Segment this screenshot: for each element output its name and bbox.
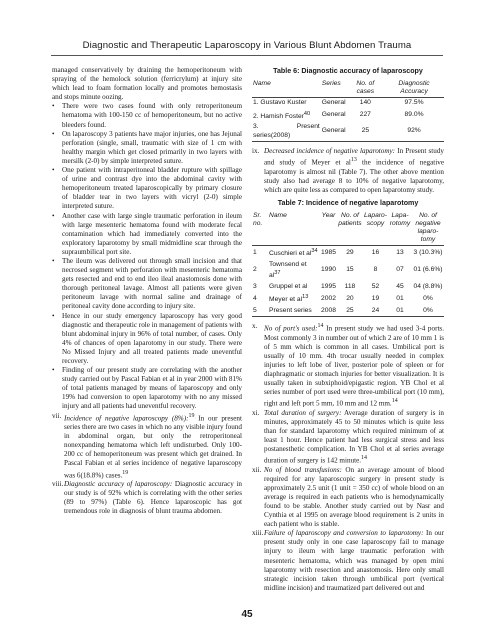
table-row: 2. Hamish Foster$^{40}$ General 227 89.0% (253, 110, 424, 120)
table6: Name Series No. of cases Diagnostic Accuracy 1. Gustavo Kuster General 140 97.5% 2. Hamish Foster$^{40}$ General 227 89.0% 3. Present series(2008) General 25 92% (252, 79, 444, 142)
list-item: • Hence in our study emergency laparoscopy has very good diagnostic and therapeutic role in management of patients with blunt abdominal injury in 96% of total number, of cases. Only 4% of chances of open laparotomy in our study. There were No Missed Injury and all treated patients made uneventful recovery. (52, 311, 242, 365)
section-vii: vii. Incidence of negative laparoscopy (8%):$^{19}$ In our present series there are two cases in which no any visible injury found in abdominal organ, but only the retroperitoneal nonexpanding hematoma which left undisturbed. Only 100-200 cc of hemoperitoneum was present which get drained. In Pascal Fabian et al series incidence of negative laparoscopy was 6(18.8%) cases.$^{19}$ (52, 411, 242, 479)
page-number: 45 (241, 609, 253, 620)
section-x: x. No of port's used:$^{14}$ In present study we had used 3-4 ports. Most commonly 3 in number out of which 2 are of 10 mm 1 is of 5 mm which is common in all cases. Umbilical port is usually of 10 mm. 4th trocar usually needed in complex injuries to left lobe of liver, posterior pole of spleen or for diaphragmatic or stomach injuries for better visualization. It is usually taken in subxiphoid/epigastic region. YB Chol et al series number of port used were three-umbilical port (10 mm), right and left port 5 mm, 10 mm and 12 mm.$^{14}$ (252, 322, 444, 408)
table-row: 1. Gustavo Kuster General 140 97.5% (253, 99, 424, 107)
table7-body (252, 245, 444, 316)
list-item: • On laparoscopy 3 patients have major injuries, one has Jejunal perforation (single, small, traumatic with size of 1 cm with healthy margin which get closed primarily in two layers with mersilk (2-0) by simple interpreted suture. (52, 129, 242, 165)
section-ix: ix. Decreased incidence of negative laparotomy: In Present study and study of Meyer et $al^{13}$ the incidence of negative laparotomy is almost nil (Table 7). The other above mention study also had average 8 to 10% of negative laparotomy, which are quite less as compared to open laparotomy study. (252, 146, 444, 194)
list-item: • Another case with large single traumatic perforation in ileum with large mesenteric hematoma found with moderate fecal contamination which had immediately converted into the exploratory laparotomy by small midmidline scar through the supraumbilical port site. (52, 211, 242, 256)
list-item: • Finding of our present study are correlating with the another study carried out by Pascal Fabian et al in year 2000 with 81% of total patients managed by means of laparoscopy and only 19% had conversion to open laparotomy with no any missed injury and all patients had uneventful recovery. (52, 366, 242, 411)
section-viii: viii. Diagnostic accuracy of laparoscopy: Diagnostic accuracy in our study is of 92% which is correlating with the other series (89 to 97%) (Table 6). Hence laparoscopic has got tremendous role in diagnosis of blunt trauma abdomen. (52, 479, 242, 516)
list-item: • There were two cases found with only retroperitoneum hematoma with 100-150 cc of hemoperitoneum, but no active bleeders found. (52, 102, 242, 129)
table-row: 3 Gruppel et al 1995 118 52 45 04 (8.8%) (253, 282, 443, 290)
table7: Sr. no. Name Year No. of patients Laparo-scopy Lapa-rotomy No. of negative laparo-tomy 1 Cuschieri et $al^{34}$ 1985 29 16 13 3 (10.3%) 2 Townsend et $al^{37}$ 1990 15 8 07 01 (6.6%) 3 Gruppel et al 1995 118 52 45 04 (8.8%) 4 Meyer et $al^{13}$ 2002 20 19 01 0% 5 Present series 2008 25 24 01 0% (252, 211, 444, 317)
table-row: 2 Townsend et $al^{37}$ 1990 15 8 07 01 (6.6%) (253, 260, 443, 280)
table-row: 3. Present series(2008) General 25 92% (252, 122, 444, 141)
bullet-icon: • (52, 129, 55, 138)
left-column (52, 66, 242, 516)
section-xiii: xiii. Failure of laparoscopy and conversion to laparotomy: In our present study only in one case laparoscopy fail to manage injury to ileum with large traumatic perforation with mesenteric hematoma, which was managed by open mini laparotomy with resection and anastomosis. Here only small strategic incision taken through umbilical port (vertical midline incision) and traumatized part delivered out and (252, 529, 444, 592)
table7-caption: Table 7: Incidence of negative laparotomy (277, 198, 419, 207)
intro-paragraph: managed conservatively by draining the hemoperitoneum with spraying of the hemolock solution (ferricrylum) at injury site which lead to foam formation locally and promotes hemostasis and stops minute oozing. (52, 66, 242, 102)
section-xii: xii. No of blood transfusions: On an average amount of blood required for any laparoscopic surgery in present study is approximately 2.5 unit (1 unit = 350 cc) of whole blood on an average is required in each patients who is hemodynamically found to be stable. Another study carried out by Nasr and Cynthia et al 1995 on average blood requirement is 2 units in each patient who is stable. (252, 465, 444, 529)
list-item: • One patient with intraperitoneal bladder rupture with spillage of urine and contrast dye into the abdominal cavity with hemoperitoneum treated laparoscopically by primary closure of bladder tear in two layers with vicryl (2-0) simple interpreted suture. (52, 166, 242, 211)
table-row: 1 Cuschieri et $al^{34}$ 1985 29 16 13 3 (10.3%) (253, 247, 443, 258)
right-column (252, 66, 444, 593)
running-header: Diagnostic and Therapeutic Laparoscopy in Various Blunt Abdomen Trauma (82, 40, 412, 51)
table6-caption: Table 6: Diagnostic accuracy of laparoscopy (273, 67, 423, 75)
bullet-icon: • (52, 166, 55, 175)
table-row: 5 Present series 2008 25 24 01 0% (252, 306, 444, 317)
list-item: • The ileum was delivered out through small incision and that necrosed segment with perforation with mesenteric hematoma gets resected and end to end ileo ileal anastomosis done with thorough peritoneal lavage. Almost all patients were given peritoneum lavage with normal saline and drainage of peritoneal cavity done according to injury site. (52, 256, 242, 311)
bullet-icon: • (52, 256, 55, 265)
bullet-icon: • (52, 102, 55, 111)
bullet-list (52, 102, 242, 411)
header-rule (51, 55, 443, 56)
bullet-icon: • (52, 211, 55, 220)
section-xi: xi. Total duration of surgery: Average duration of surgery is in minutes, approximately 45 to 50 minutes which is quite less than for standard laparotomy which required minimum of at least 1 hour. Hence patient had less surgical stress and less postanesthetic complication. In YB Chol et al series average duration of surgery is 142 minute.$^{14}$ (252, 408, 444, 465)
bullet-icon: • (52, 311, 55, 320)
table-row: 4 Meyer et $al^{13}$ 2002 20 19 01 0% (253, 293, 433, 304)
bullet-icon: • (52, 366, 55, 375)
